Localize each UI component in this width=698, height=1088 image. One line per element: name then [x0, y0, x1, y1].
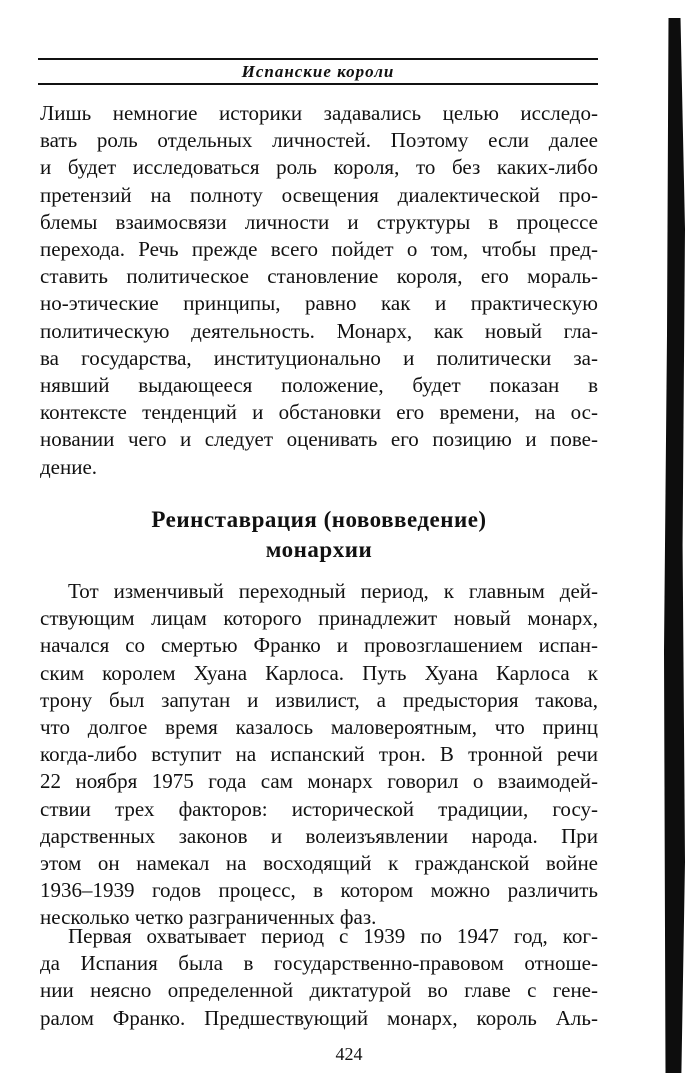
- text-line: трону был запутан и извилист, а предыстория такова,: [40, 687, 598, 712]
- header-rule-bottom: [38, 83, 598, 85]
- text-line: 22 ноября 1975 года сам монарх говорил о взаимодей-: [40, 769, 598, 794]
- text-line: вать роль отдельных личностей. Поэтому если далее: [40, 128, 598, 153]
- text-line: ским королем Хуана Карлоса. Путь Хуана Карлоса к: [40, 660, 598, 685]
- section-heading: [40, 505, 598, 565]
- paragraph-transition: [40, 578, 598, 932]
- text-line: дение.: [40, 454, 98, 479]
- text-line: Тот изменчивый переходный период, к главным дей-: [68, 579, 598, 603]
- section-heading-line: Реинставрация (нововведение): [151, 507, 487, 532]
- text-line: и будет исследоваться роль короля, то без каких-либо: [40, 155, 598, 180]
- text-line: блемы взаимосвязи личности и структуры в процессе: [40, 209, 598, 234]
- text-line: перехода. Речь прежде всего пойдет о том, чтобы пред-: [40, 237, 598, 262]
- paragraph-intro: [40, 100, 598, 481]
- text-line: ралом Франко. Предшествующий монарх, король Аль-: [40, 1005, 598, 1030]
- text-line: Лишь немногие историки задавались целью исследо-: [40, 101, 598, 125]
- text-line: этом он намекал на восходящий к гражданской войне: [40, 851, 598, 876]
- running-head: Испанские короли: [241, 62, 395, 81]
- text-line: ствующим лицам которого принадлежит новый монарх,: [40, 606, 598, 631]
- header-rule-top: [38, 58, 598, 60]
- text-line: что долгое время казалось маловероятным, что принц: [40, 715, 598, 740]
- text-line: когда-либо вступит на испанский трон. В тронной речи: [40, 742, 598, 767]
- text-line: Первая охватывает период с 1939 по 1947 год, ког-: [68, 924, 598, 948]
- text-line: да Испания была в государственно-правовом отноше-: [40, 951, 598, 976]
- text-line: но-этические принципы, равно как и практическую: [40, 291, 598, 316]
- text-line: ставить политическое становление короля, его мораль-: [40, 264, 598, 289]
- text-line: новании чего и следует оценивать его позицию и пове-: [40, 427, 598, 452]
- text-line: дарственных законов и волеизъявлении народа. При: [40, 823, 598, 848]
- paragraph-first-phase: [40, 923, 598, 1032]
- text-line: ва государства, институционально и политически за-: [40, 345, 598, 370]
- text-line: ствии трех факторов: исторической традиции, госу-: [40, 796, 598, 821]
- text-line: начался со смертью Франко и провозглашением испан-: [40, 633, 598, 658]
- text-line: претензий на полноту освещения диалектической про-: [40, 182, 598, 207]
- scan-edge-shadow: [655, 18, 685, 1073]
- text-line: 1936–1939 годов процесс, в котором можно различить: [40, 878, 598, 903]
- section-heading-line: монархии: [265, 537, 373, 562]
- page-number: 424: [335, 1044, 363, 1064]
- text-line: политическую деятельность. Монарх, как новый гла-: [40, 318, 598, 343]
- text-line: контексте тенденций и обстановки его времени, на ос-: [40, 400, 598, 425]
- text-line: несколько четко разграниченных фаз.: [40, 905, 377, 930]
- text-line: нии неясно определенной диктатурой во главе с гене-: [40, 978, 598, 1003]
- text-line: нявший выдающееся положение, будет показан в: [40, 373, 598, 398]
